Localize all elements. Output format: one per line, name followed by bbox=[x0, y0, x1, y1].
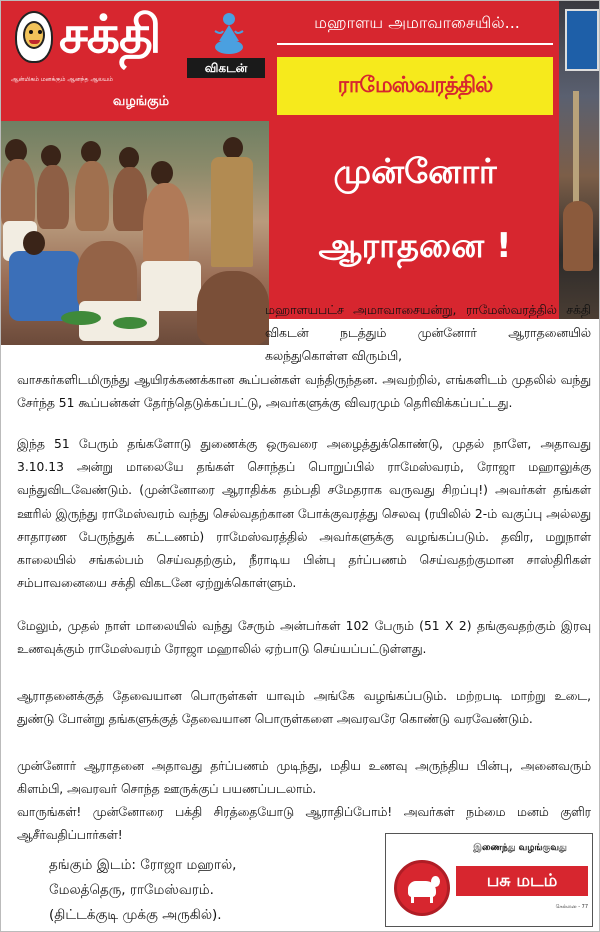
article-paragraph-1-text: மஹாளயபட்ச அமாவாசையன்று, ராமேஸ்வரத்தில் சக்தி விகடன் நடத்தும் முன்னோர் ஆராதனையில் கலந்துகொள்ள விரும்பி, bbox=[265, 303, 591, 364]
sponsor-box bbox=[385, 833, 593, 927]
brand-header bbox=[1, 1, 269, 121]
brand-logo bbox=[15, 7, 265, 73]
venue-address bbox=[49, 853, 369, 928]
headline-line-3: ஆராதனை ! bbox=[318, 226, 512, 266]
ritual-photo bbox=[1, 121, 269, 345]
venue-line-3: (திட்டக்குடி முக்கு அருகில்). bbox=[49, 907, 222, 923]
headline-line-1: ராமேஸ்வரத்தில் bbox=[337, 73, 493, 98]
brand-presents: வழங்கும் bbox=[112, 94, 170, 109]
brand-subtitle: விகடன் bbox=[187, 58, 265, 78]
article-paragraph-4: ஆராதனைக்குத் தேவையான பொருள்கள் யாவும் அங்கே வழங்கப்படும். மற்றபடி மாற்று உடை, துண்டு போன்று தங்களுக்குத் தேவையான பொருள்களை அவரவரே கொண்டு வரவேண்டும். bbox=[17, 689, 591, 727]
article-paragraph-2: இந்த 51 பேரும் தங்களோடு துணைக்கு ஒருவரை அழைத்துக்கொண்டு, முதல் நாளே, அதாவது 3.10.13 அன்று மாலையே தங்கள் சொந்தப் பொறுப்பில் ராமேஸ்வரம், ரோஜா மஹாலுக்கு வந்துவிடவேண்டும். (முன்னோரை ஆராதிக்க தம்பதி சமேதராக வருவது சிறப்பு!) அவர்கள் தங்கள் ஊரில் இருந்து ராமேஸ்வரம் வந்து செல்வதற்கான போக்குவரத்து செலவு (ரயிலில் 2-ம் வகுப்பு அல்லது சாதாரண பேருந்துக் கட்டணம்) ராமேஸ்வரத்தில் அவர்களுக்கு வழங்கப்படும். தவிர, மறுநாள் காலையில் சங்கல்பம் செய்வதற்கும், நீராடிய பின்பு தர்ப்பணம் செய்வதற்குமான சாஸ்திரிகள் சம்பாவனையை சக்தி விகடனே ஏற்றுக்கொள்ளும். bbox=[17, 437, 591, 591]
article-paragraph-3: மேலும், முதல் நாள் மாலையில் வந்து சேரும் அன்பர்கள் 102 பேரும் (51 X 2) தங்குவதற்கும் இரவு உணவுக்கும் ராமேஸ்வரம் ரோஜா மஹாலில் ஏற்பாடு செய்யப்பட்டுள்ளது. bbox=[17, 619, 591, 657]
venue-line-2: மேலத்தெரு, ராமேஸ்வரம். bbox=[49, 882, 214, 898]
sponsor-location: சென்னை - 77 bbox=[555, 904, 588, 910]
brand-tagline: ஆன்மிகம் மனக்கும் ஆனந்த ஆலயம் bbox=[11, 76, 114, 83]
headline-banner bbox=[277, 57, 553, 115]
divider bbox=[277, 43, 553, 45]
mascot-icon bbox=[15, 11, 53, 63]
article-paragraph-5: முன்னோர் ஆராதனை அதாவது தர்ப்பணம் முடிந்து, மதிய உணவு அருந்திய பின்பு, அனைவரும் கிளம்பி, அவரவர் சொந்த ஊருக்குப் பயணப்படலாம். bbox=[17, 759, 591, 797]
article-paragraph-6: வாருங்கள்! முன்னோரை பக்தி சிரத்தையோடு ஆராதிப்போம்! அவர்கள் நம்மை மனம் குளிர ஆசீர்வதிப்பார்கள்! bbox=[17, 805, 591, 843]
sponsor-name: பசு மடம் bbox=[456, 866, 588, 896]
meditating-figure-icon bbox=[213, 11, 245, 57]
article-paragraph-1-continued: வாசகர்களிடமிருந்து ஆயிரக்கணக்கான கூப்பன்கள் வந்திருந்தன. அவற்றில், எங்களிடம் முதலில் வந்து சேர்ந்த 51 கூப்பன்கள் தேர்ந்தெடுக்கப்பட்டு, அவர்களுக்கு விவரமும் தெரிவிக்கப்பட்டது. bbox=[17, 373, 591, 411]
sponsor-caption: இணைந்து வழங்குவது bbox=[473, 843, 567, 853]
headline-line-2: முன்னோர் bbox=[333, 152, 497, 192]
side-photo bbox=[559, 1, 600, 319]
venue-line-1: தங்கும் இடம்: ரோஜா மஹால், bbox=[49, 857, 237, 873]
headline-block bbox=[269, 1, 559, 319]
brand-title: சக்தி bbox=[59, 5, 161, 65]
headline-kicker: மஹாளய அமாவாசையில்... bbox=[314, 13, 520, 32]
cow-emblem-icon bbox=[394, 860, 450, 916]
article-paragraph-1 bbox=[265, 299, 591, 369]
